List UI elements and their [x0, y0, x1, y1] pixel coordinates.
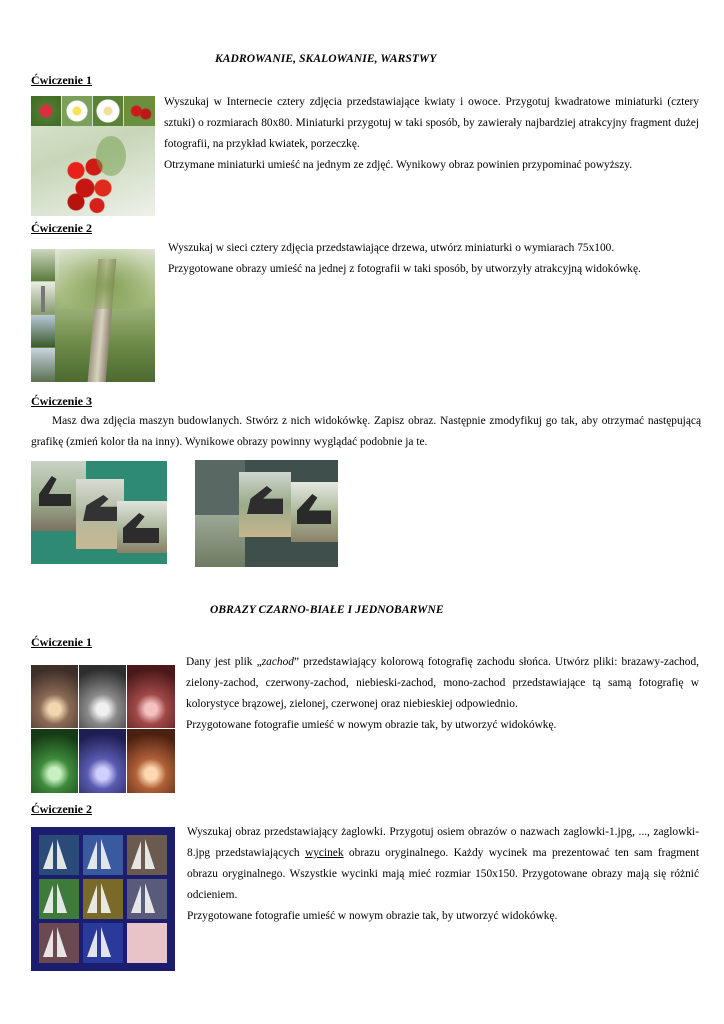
- text-run: Wyszukaj obraz przedstawiający żaglowki. Przygotuj osiem obrazów o nazwach zaglowki-1.jpg, ..., zaglowki-8.jpg przedstawiających: [187, 826, 699, 859]
- filename-italic: zachod: [261, 656, 294, 668]
- exercise-label: Ćwiczenie 2: [31, 221, 92, 235]
- text-run: Dany jest plik „: [186, 656, 262, 668]
- exercise-label: Ćwiczenie 1: [31, 73, 92, 87]
- flowers-fruit-collage-image: [31, 96, 155, 216]
- paragraph: [186, 652, 699, 715]
- paragraph: Przygotowane fotografie umieść w nowym obrazie tak, by utworzyć widokówkę.: [187, 910, 558, 922]
- exercise-description: [31, 411, 701, 453]
- construction-machines-postcard-teal-image: [31, 461, 167, 564]
- section-title-2: OBRAZY CZARNO-BIAŁE I JEDNOBARWNE: [210, 604, 444, 616]
- exercise-label: Ćwiczenie 3: [31, 394, 92, 408]
- paragraph: Masz dwa zdjęcia maszyn budowlanych. Stwórz z nich widokówkę. Zapisz obraz. Następnie zmodyfikuj go tak, aby otrzymać następującą grafikę (zmień kolor tła na inny). Wynikowe obrazy powinny wyglądać podobnie ja te.: [31, 415, 701, 448]
- construction-machines-postcard-dark-image: [195, 460, 338, 567]
- exercise-description: [164, 92, 699, 176]
- paragraph: Przygotowane obrazy umieść na jednej z fotografii w taki sposób, by utworzyły atrakcyjną widokówkę.: [168, 263, 641, 275]
- paragraph: [187, 822, 699, 906]
- exercise-label: Ćwiczenie 2: [31, 802, 92, 816]
- sail-icon-layer: [31, 827, 175, 971]
- exercise-description: [186, 652, 699, 736]
- sunset-tree-color-variants-image: [31, 665, 175, 793]
- underlined-word: wycinek: [304, 847, 344, 859]
- exercise-label: Ćwiczenie 1: [31, 635, 92, 649]
- paragraph: Wyszukaj w Internecie cztery zdjęcia przedstawiające kwiaty i owoce. Przygotuj kwadratowe miniaturki (cztery sztuki) o rozmiarach 80x80. Miniaturki przygotuj w taki sposób, by zawierały najbardziej atrakcyjny fragment dużej fotografii, na przykład kwiatek, porzeczkę.: [164, 96, 699, 150]
- text-run: ” przedstawiający kolorową fotografię zachodu słońca. Utwórz pliki: brazawy-zachod, zielony-zachod, czerwony-zachod, niebieski-zachod, mono-zachod przedstawiające tą samą fotografię w kolorystyce brązowej, zielonej, czerwonej oraz niebieskiej odpowiednio.: [186, 656, 699, 710]
- paragraph: Przygotowane fotografie umieść w nowym obrazie tak, by utworzyć widokówkę.: [186, 719, 557, 731]
- exercise-description: [168, 238, 703, 280]
- section-title-1: KADROWANIE, SKALOWANIE, WARSTWY: [215, 53, 437, 65]
- paragraph: Wyszukaj w sieci cztery zdjęcia przedstawiające drzewa, utwórz miniaturki o wymiarach 75x100.: [168, 242, 615, 254]
- exercise-description: [187, 822, 699, 927]
- sailboats-tinted-grid-image: [31, 827, 175, 971]
- paragraph: Otrzymane miniaturki umieść na jednym ze zdjęć. Wynikowy obraz powinien przypominać powyższy.: [164, 159, 633, 171]
- text-run: obrazu oryginalnego. Każdy wycinek ma prezentować ten sam fragment obrazu oryginalnego. Wszystkie wycinki mają mieć rozmiar 150x150. Przygotowane obrazy mają się różnić odcieniem.: [187, 847, 699, 901]
- trees-collage-image: [31, 249, 155, 382]
